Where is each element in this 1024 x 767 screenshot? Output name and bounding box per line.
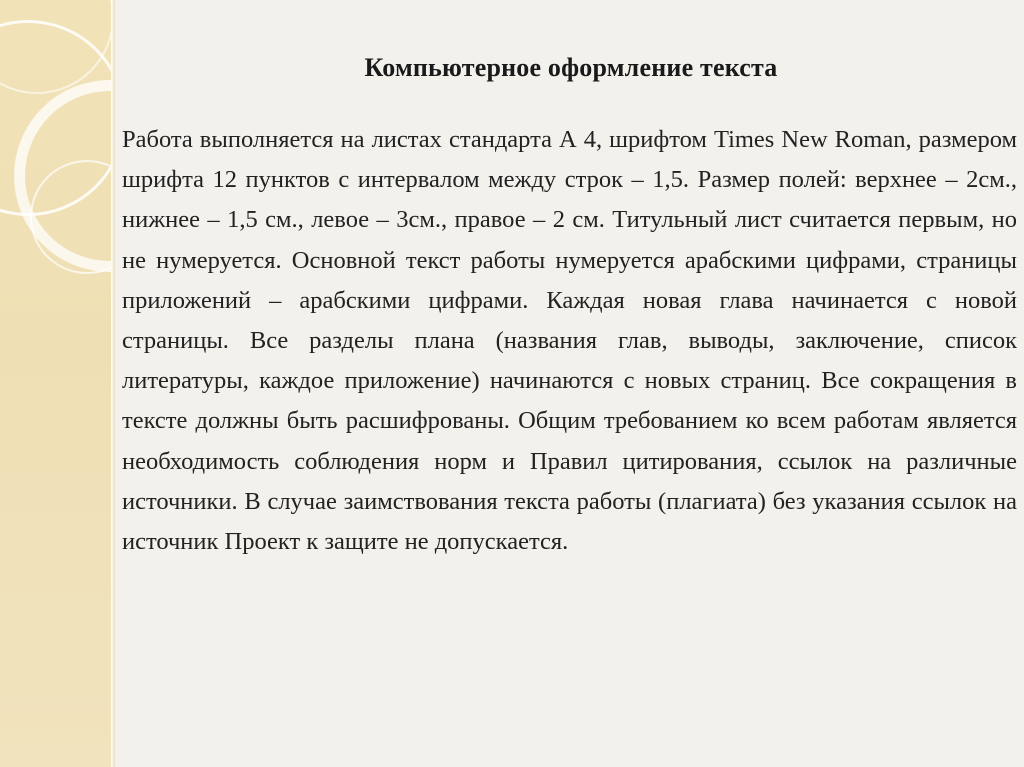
slide-title: Компьютерное оформление текста: [364, 53, 778, 82]
slide-content: [122, 0, 1020, 767]
slide-body-text: Работа выполняется на листах стандарта А 4, шрифтом Times New Roman, размером шрифта 12 пунктов с интервалом между строк – 1,5. Размер полей: верхнее – 2см., нижнее – 1,5 см., левое – 3см., правое – 2 см. Титульный лист считается первым, но не нумеруется. Основной текст работы нумеруется арабскими цифрами, страницы приложений – арабскими цифрами. Каждая новая глава начинается с новой страницы. Все разделы плана (названия глав, выводы, заключение, список литературы, каждое приложение) начинаются с новых страниц. Все сокращения в тексте должны быть расшифрованы. Общим требованием ко всем работам является необходимость соблюдения норм и Правил цитирования, ссылок на различные источники. В случае заимствования текста работы (плагиата) без указания ссылок на источник Проект к защите не допускается.: [122, 126, 1017, 556]
decorative-side-strip: [0, 0, 113, 767]
side-strip-border: [111, 0, 115, 767]
